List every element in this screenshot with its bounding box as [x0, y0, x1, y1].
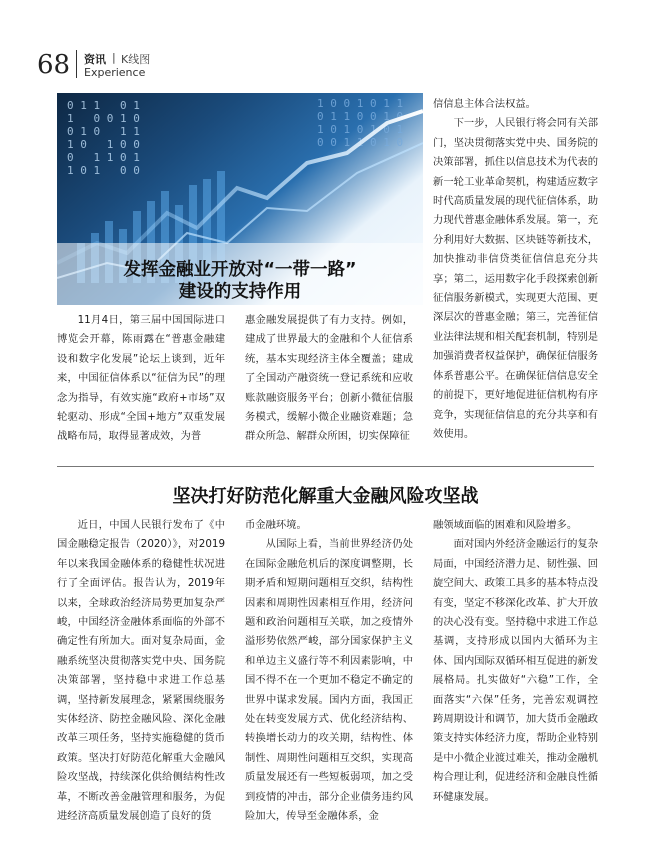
section-label: 资讯	[84, 53, 106, 66]
article1-col1-text: 11月4日，第三届中国国际进口博览会开幕，陈雨露在“普惠金融建设和数字化发展”论坛上谈到，近年来，中国征信体系以“征信为民”的理念为指导，有效实施“政府+市场”双轮驱动、形成“全国+地方”双重发展战略布局，取得显著成效，为普	[57, 314, 225, 443]
article2-col3-text-b: 面对国内外经济金融运行的复杂局面，中国经济潜力足、韧性强、回旋空间大、政策工具多的基本特点没有变，坚定不移深化改革、扩大开放的决心没有变。坚持稳中求进工作总基调，支持形成以国内大循环为主体、国内国际双循环相互促进的新发展格局。扎实做好“六稳”工作，全面落实“六保”任务，完善宏观调控跨周期设计和调节，加大货币金融政策支持实体经济力度，帮助企业特别是中小微企业渡过难关，推动金融机构合理让利，促进经济和金融良性循环健康发展。	[433, 538, 598, 803]
article2-col2-text-b: 从国际上看，当前世界经济仍处在国际金融危机后的深度调整期，长期矛盾和短期问题相互交织，结构性因素和周期性因素相互作用，经济问题和政治问题相互关联，加之疫情外溢形势依然严峻，部分国家保护主义和单边主义盛行等不利因素影响，中国不得不在一个更加不稳定不确定的世界中谋求发展。国内方面，我国正处在转变发展方式、优化经济结构、转换增长动力的攻关期，结构性、体制性、周期性问题相互交织，实现高质量发展还有一些短板弱项，加之受到疫情的冲击，部分企业债务违约风险加大，传导至金融体系，金	[245, 538, 413, 823]
article1-column3	[433, 95, 598, 444]
hero-title-line2: 建设的支持作用	[178, 282, 302, 302]
header-divider	[76, 50, 77, 78]
article1-column1	[57, 311, 225, 447]
article2-title: 坚决打好防范化解重大金融风险攻坚战	[172, 486, 479, 507]
hero-title-line1: 发挥金融业开放对“一带一路”	[123, 260, 357, 280]
article2-col3-text-a: 融领域面临的困难和风险增多。	[433, 519, 578, 531]
article2-col1-text: 近日，中国人民银行发布了《中国金融稳定报告（2020）》，对2019年以来我国金融体系的稳健性状况进行了全面评估。报告认为，2019年以来，全球政治经济局势更加复杂严峻，中国经济金融体系面临的外部不确定性有所加大。面对复杂局面，金融系统坚决贯彻落实党中央、国务院决策部署，坚持稳中求进工作总基调，坚持新发展理念，紧紧围绕服务实体经济、防控金融风险、深化金融改革三项任务，坚持实施稳健的货币政策。坚决打好防范化解重大金融风险攻坚战，持续深化供给侧结构性改革，不断改善金融管理和服务，为促进经济高质量发展创造了良好的货	[57, 519, 225, 823]
article1-col3-text-b: 下一步，人民银行将会同有关部门，坚决贯彻落实党中央、国务院的决策部署，抓住以信息技术为代表的新一轮工业革命契机，构建适应数字时代高质量发展的现代征信体系，助力现代普惠金融体系发展。第一，充分利用好大数据、区块链等新技术，加快推动非信贷类征信信息充分共享；第二，运用数字化手段探索创新征信服务新模式，实现更大范围、更深层次的普惠金融；第三，完善征信业法律法规和相关配套机制，特别是加强消费者权益保护，确保征信服务体系普惠公平。在确保征信信息安全的前提下，更好地促进征信机构有序竞争，实现征信信息的充分共享和有效使用。	[433, 117, 598, 440]
page-number: 68	[37, 50, 71, 80]
article2-column2	[245, 516, 413, 827]
section-separator: |	[112, 51, 116, 64]
article1-col3-text-a: 信信息主体合法权益。	[433, 98, 536, 110]
section-label-english: Experience	[84, 66, 146, 79]
subsection-label: K线图	[121, 53, 151, 66]
article1-column2	[245, 311, 413, 447]
stock-chart-illustration: 0 1 1 0 1 1 0 0 1 0 0 1 0 1 1 1 0 1 0 0 0 1 1 0 1 1 0 1 0 0 1 0 0 1 0 1 1 0 1 1 0 0 1 0 1 0 1 0 1 0 1 0 0 1 1 0 1 0 发挥金融业开放对“一带一路” 建设的支持作用	[57, 93, 423, 305]
article2-column3	[433, 516, 598, 807]
article2-column1	[57, 516, 225, 827]
article1-col2-text: 惠金融发展提供了有力支持。例如，建成了世界最大的金融和个人征信系统，基本实现经济主体全覆盖；建成了全国动产融资统一登记系统和应收账款融资服务平台；创新小微征信服务模式，缓解小微企业融资难题；急群众所急、解群众所困，切实保障征	[245, 314, 413, 443]
article2-col2-text-a: 币金融环境。	[245, 519, 307, 531]
section-divider	[57, 466, 594, 467]
